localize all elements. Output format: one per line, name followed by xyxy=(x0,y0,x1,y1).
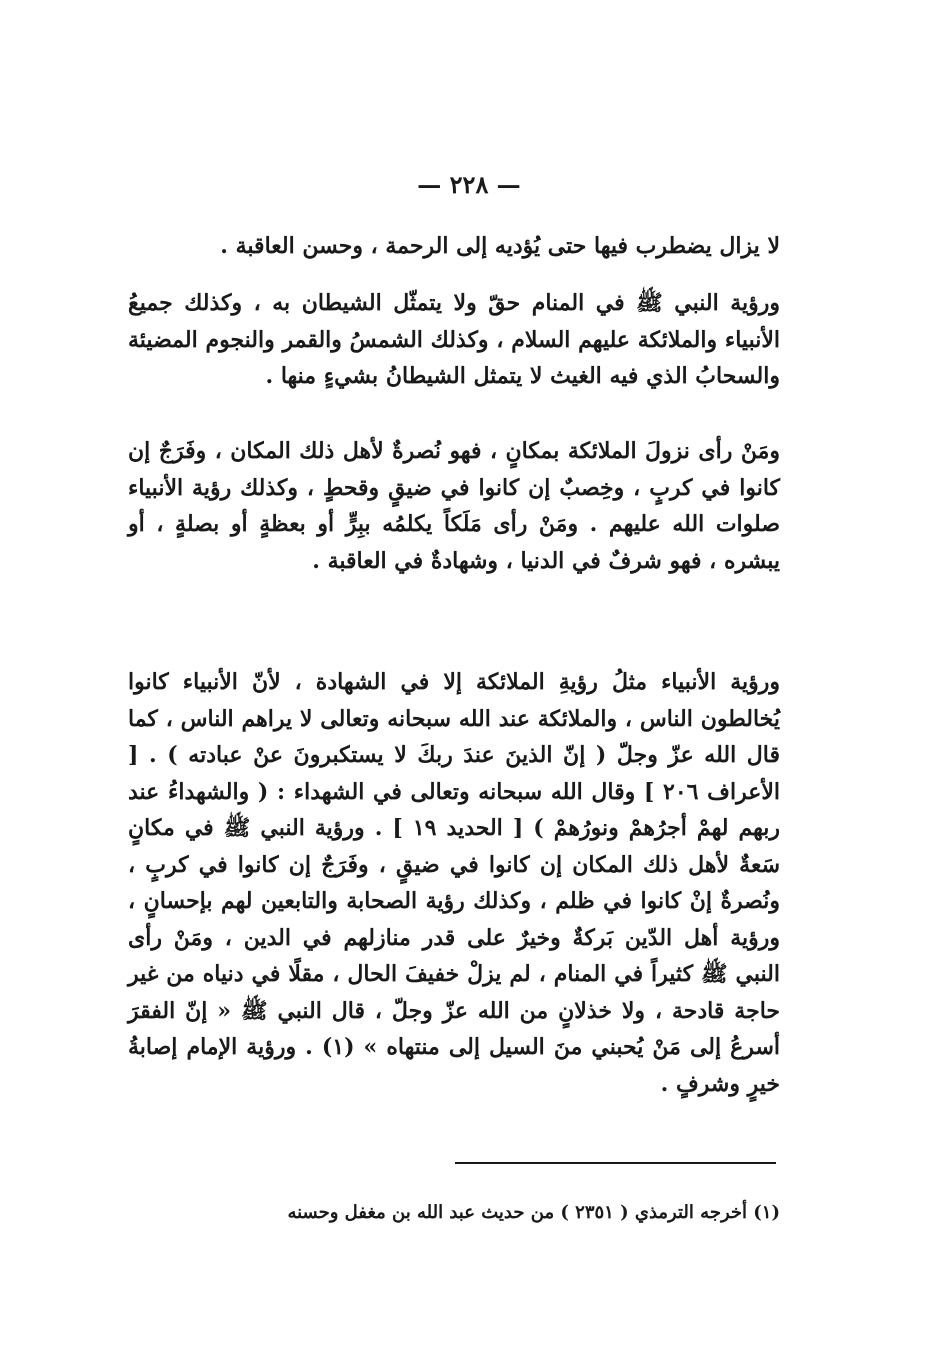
paragraph-4: ورؤية الأنبياء مثلُ رؤيةِ الملائكة إلا في الشهادة ، لأنّ الأنبياء كانوا يُخالطون الناس ، والملائكة عند الله سبحانه وتعالى لا يراهم الناس ، كما قال الله عزّ وجلّ ( إنّ الذينَ عندَ ربكَ لا يستكبرونَ عنْ عبادته ) . [ الأعراف ٢٠٦ ] وقال الله سبحانه وتعالى في الشهداء : ( والشهداءُ عند ربهم لهمْ أجرُهمْ ونورُهمْ ) [ الحديد ١٩ ] . ورؤية النبي ﷺ في مكانٍ سَعةٌ لأهل ذلك المكان إن كانوا في ضيقٍ ، وفَرَجٌ إن كانوا في كربٍ ، ونُصرةٌ إنْ كانوا في ظلم ، وكذلك رؤية الصحابة والتابعين لهم بإحسانٍ ، ورؤية أهل الدّين بَركةٌ وخيرٌ على قدر منازلهم في الدين ، ومَنْ رأى النبي ﷺ كثيراً في المنام ، لم يزلْ خفيفَ الحال ، مقلًا في دنياه من غير حاجة قادحة ، ولا خذلانٍ من الله عزّ وجلّ ، قال النبي ﷺ « إنّ الفقرَ أسرعُ إلى مَنْ يُحبني منَ السيل إلى منتهاه » (١) . ورؤية الإمام إصابةُ خيرٍ وشرفٍ . xyxy=(128,669,780,1097)
paragraph-3: ومَنْ رأى نزولَ الملائكة بمكانٍ ، فهو نُصرةٌ لأهل ذلك المكان ، وفَرَجٌ إن كانوا في كربٍ ، وخِصبٌ إن كانوا في ضيقٍ وقحطٍ ، وكذلك رؤية الأنبياء صلوات الله عليهم . ومَنْ رأى مَلَكاً يكلمُه ببِرٍّ أو بعظةٍ أو بصلةٍ ، أو يبشره ، فهو شرفٌ في الدنيا ، وشهادةٌ في العاقبة . xyxy=(128,438,780,574)
footnote: (١) أخرجه الترمذي ( ٢٣٥١ ) من حديث عبد الله بن مغفل وحسنه xyxy=(287,1202,780,1223)
paragraph-1: لا يزال يضطرب فيها حتى يُؤديه إلى الرحمة ، وحسن العاقبة . xyxy=(220,233,780,259)
footnote-divider xyxy=(455,1162,776,1164)
page-number: — ٢٢٨ — xyxy=(417,170,521,199)
paragraph-2: ورؤية النبي ﷺ في المنام حقّ ولا يتمثّل الشيطان به ، وكذلك جميعُ الأنبياء والملائكة عليهم السلام ، وكذلك الشمسُ والقمر والنجوم المضيئة والسحابُ الذي فيه الغيث لا يتمثل الشيطانُ بشيءٍ منها . xyxy=(128,290,780,389)
